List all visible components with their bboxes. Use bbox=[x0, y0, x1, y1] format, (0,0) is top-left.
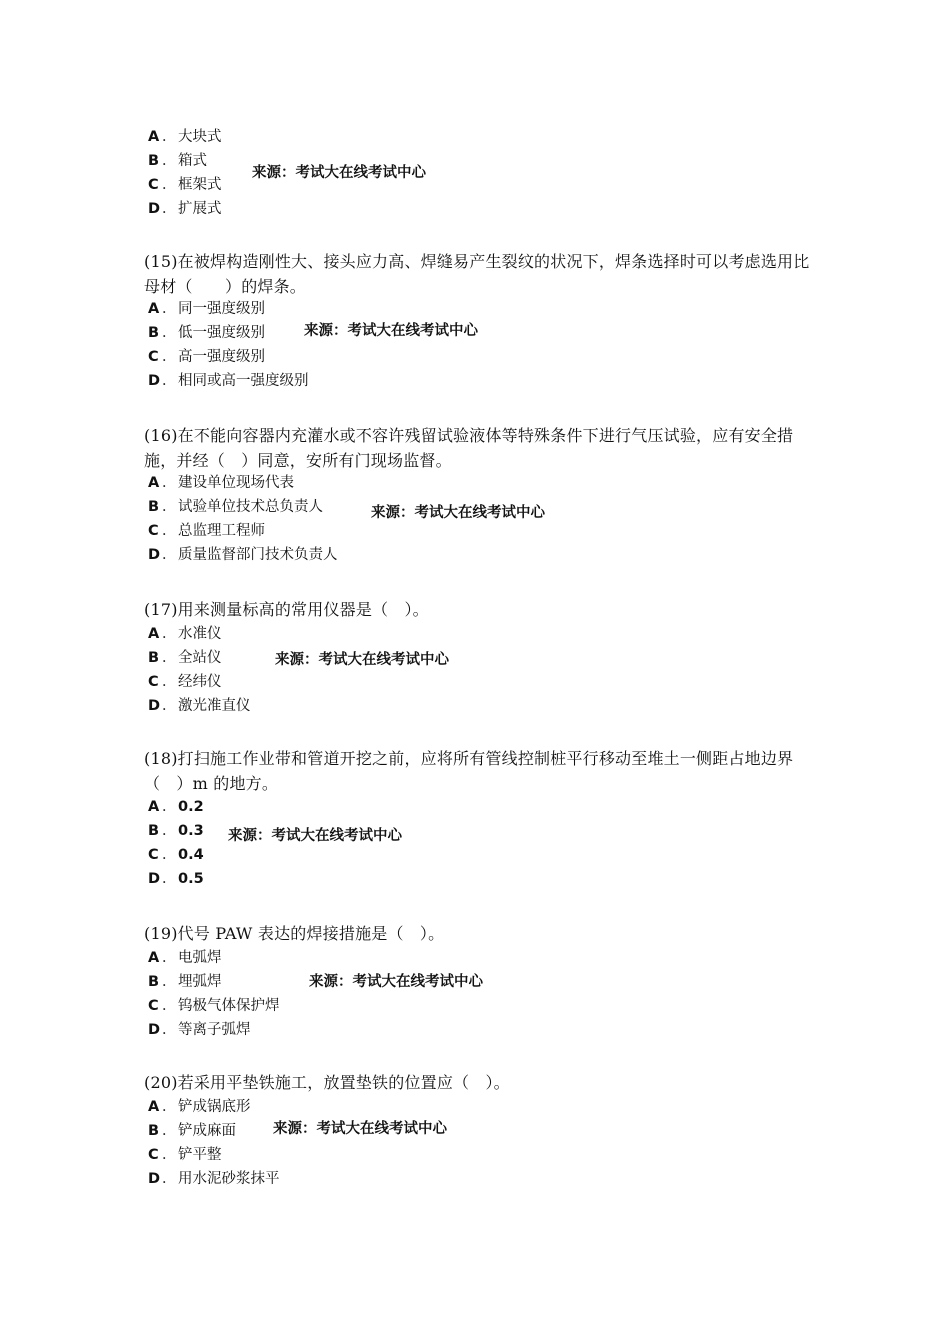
option-d: D ． 相同或高一强度级别 bbox=[148, 373, 309, 389]
source-note: 来源：考试大在线考试中心 bbox=[228, 828, 402, 844]
option-b: B ． 铲成麻面 bbox=[148, 1123, 236, 1139]
option-d: D ． 激光准直仪 bbox=[148, 698, 251, 714]
option-a: A ． 建设单位现场代表 bbox=[148, 475, 294, 491]
option-d: D ． 等离子弧焊 bbox=[148, 1022, 251, 1038]
source-note: 来源：考试大在线考试中心 bbox=[252, 165, 426, 181]
option-d: D ． 扩展式 bbox=[148, 201, 222, 217]
option-a: A ． 同一强度级别 bbox=[148, 301, 265, 317]
option-c: C ． 经纬仪 bbox=[148, 674, 222, 690]
option-b: B ． 试验单位技术总负责人 bbox=[148, 499, 323, 515]
option-a: A ． 水准仪 bbox=[148, 626, 222, 642]
source-note: 来源：考试大在线考试中心 bbox=[309, 974, 483, 990]
option-a: A ． 0.2 bbox=[148, 799, 204, 815]
option-d: D ． 0.5 bbox=[148, 871, 204, 887]
option-d: D ． 质量监督部门技术负责人 bbox=[148, 547, 338, 563]
option-c: C ． 0.4 bbox=[148, 847, 204, 863]
option-b: B ． 埋弧焊 bbox=[148, 974, 222, 990]
option-b: B ． 0.3 bbox=[148, 823, 204, 839]
source-note: 来源：考试大在线考试中心 bbox=[371, 505, 545, 521]
question-text: (18)打扫施工作业带和管道开挖之前，应将所有管线控制桩平行移动至堆土一侧距占地边界（ ）m 的地方。 bbox=[144, 749, 794, 793]
option-a: A ． 电弧焊 bbox=[148, 950, 222, 966]
option-b: B ． 箱式 bbox=[148, 153, 207, 169]
source-note: 来源：考试大在线考试中心 bbox=[304, 323, 478, 339]
option-c: C ． 铲平整 bbox=[148, 1147, 222, 1163]
option-a: A ． 铲成锅底形 bbox=[148, 1099, 251, 1115]
question-text: (15)在被焊构造刚性大、接头应力高、焊缝易产生裂纹的状况下，焊条选择时可以考虑选用比母材（ ）的焊条。 bbox=[144, 252, 810, 296]
option-b: B ． 低一强度级别 bbox=[148, 325, 265, 341]
option-d: D ． 用水泥砂浆抹平 bbox=[148, 1171, 280, 1187]
option-c: C ． 钨极气体保护焊 bbox=[148, 998, 280, 1014]
question-text: (19)代号 PAW 表达的焊接措施是（ ）。 bbox=[144, 924, 445, 943]
option-c: C ． 总监理工程师 bbox=[148, 523, 265, 539]
question-text: (16)在不能向容器内充灌水或不容许残留试验液体等特殊条件下进行气压试验，应有安全措施，并经（ ）同意，安所有门现场监督。 bbox=[144, 426, 794, 470]
option-c: C ． 框架式 bbox=[148, 177, 222, 193]
option-b: B ． 全站仪 bbox=[148, 650, 222, 666]
option-c: C ． 高一强度级别 bbox=[148, 349, 265, 365]
option-a: A ． 大块式 bbox=[148, 129, 222, 145]
source-note: 来源：考试大在线考试中心 bbox=[273, 1121, 447, 1137]
question-text: (17)用来测量标高的常用仪器是（ ）。 bbox=[144, 600, 429, 619]
question-text: (20)若采用平垫铁施工，放置垫铁的位置应（ ）。 bbox=[144, 1073, 510, 1092]
source-note: 来源：考试大在线考试中心 bbox=[275, 652, 449, 668]
